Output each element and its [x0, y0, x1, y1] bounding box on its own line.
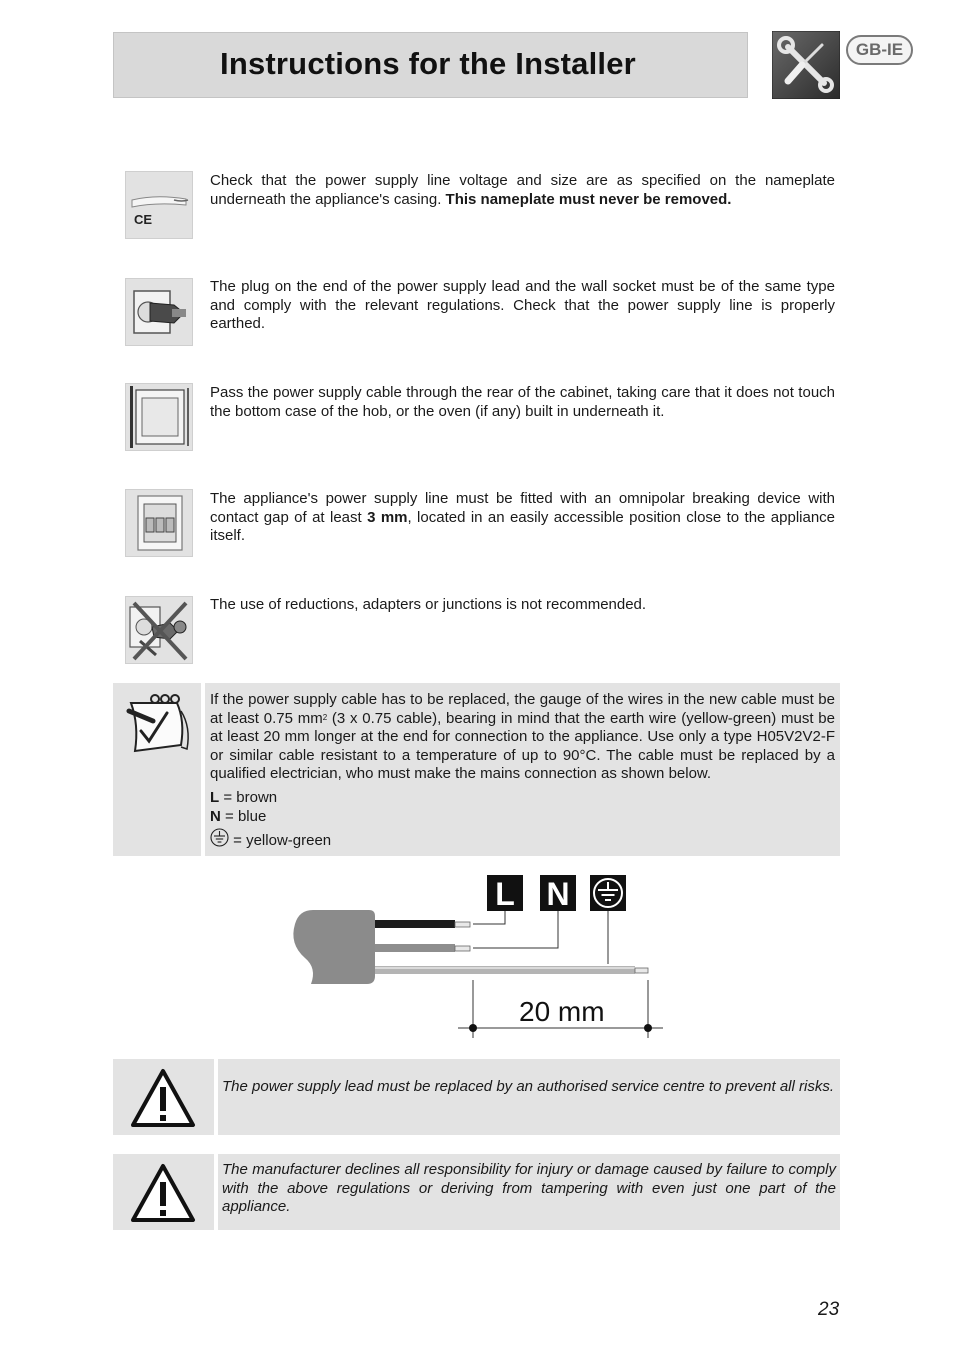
earth-extra-length-label: 20 mm [519, 996, 605, 1027]
region-badge: GB-IE [846, 35, 913, 65]
warning-triangle-icon [113, 1059, 214, 1135]
legend-item-earth: = yellow-green [210, 828, 331, 850]
header-bar [113, 32, 748, 98]
section-plug-text: The plug on the end of the power supply lead and the wall socket must be of the same type and comply with the relevant regulations. Check that the power supply line is properly earthed. [210, 278, 835, 333]
svg-text:CE: CE [134, 212, 153, 227]
neutral-terminal-label: N [546, 876, 570, 912]
warning-panel-service-centre [218, 1059, 840, 1135]
section-omnipolar-text: The appliance's power supply line must be fitted with an omnipolar breaking device with contact gap of at least 3 mm, located in an easily accessible position close to the appliance itself. [210, 490, 836, 545]
cable-replacement-note [205, 683, 840, 856]
cabinet-cable-icon [125, 383, 193, 451]
live-terminal-label: L [495, 876, 515, 912]
no-adapter-icon [125, 596, 193, 664]
wire-color-legend [210, 788, 331, 850]
contact-gap-bold: 3 mm [367, 508, 408, 526]
wrench-screwdriver-icon [772, 31, 840, 99]
page-title: Instructions for the Installer [220, 46, 636, 81]
section-cabinet-text: Pass the power supply cable through the rear of the cabinet, taking care that it does not touch the bottom case of the hob, or the oven (if any) built in underneath it. [210, 384, 835, 420]
warning-panel-liability [218, 1154, 840, 1230]
warning-triangle-icon [113, 1154, 214, 1230]
section-nameplate-text: Check that the power supply line voltage and size are as specified on the nameplate underneath the appliance's casing. This nameplate must never be removed. [210, 172, 835, 208]
wiring-diagram [285, 868, 675, 1053]
earth-symbol-icon [210, 828, 229, 847]
nameplate-ce-icon [125, 171, 193, 239]
plug-socket-icon [125, 278, 193, 346]
legend-item-live: L = brown [210, 789, 278, 806]
warning-icon-panel [113, 1059, 214, 1135]
nameplate-warning-bold: This nameplate must never be removed. [445, 190, 732, 208]
notepad-check-icon [125, 691, 193, 764]
section-adapter-text: The use of reductions, adapters or junctions is not recommended. [210, 596, 647, 613]
legend-item-neutral: N = blue [210, 808, 267, 825]
warning-icon-panel [113, 1154, 214, 1230]
earth-symbol-icon [590, 875, 626, 911]
note-text: If the power supply cable has to be replaced, the gauge of the wires in the new cable must be at least 0.75 $mm^2$ (3 x 0.75 cable), bearing in mind that the earth wire (yellow-green) must be at least 20 mm longer at the end for connection to the appliance. Use only a type H05V2V2-F or similar cable resistant to a temperature of up to 90°C. The cable must be replaced by a qualified electrician, who must make the mains connection as shown below. [210, 691, 835, 783]
warning-text: The manufacturer declines all responsibility for injury or damage caused by failure to comply with the above regulations or deriving from tampering with even just one part of the appliance. [222, 1161, 836, 1216]
page-number: 23 [818, 1299, 840, 1320]
warning-text: The power supply lead must be replaced by an authorised service centre to prevent all risks. [222, 1078, 834, 1095]
note-icon-panel [113, 683, 201, 856]
omnipolar-switch-icon [125, 489, 193, 557]
